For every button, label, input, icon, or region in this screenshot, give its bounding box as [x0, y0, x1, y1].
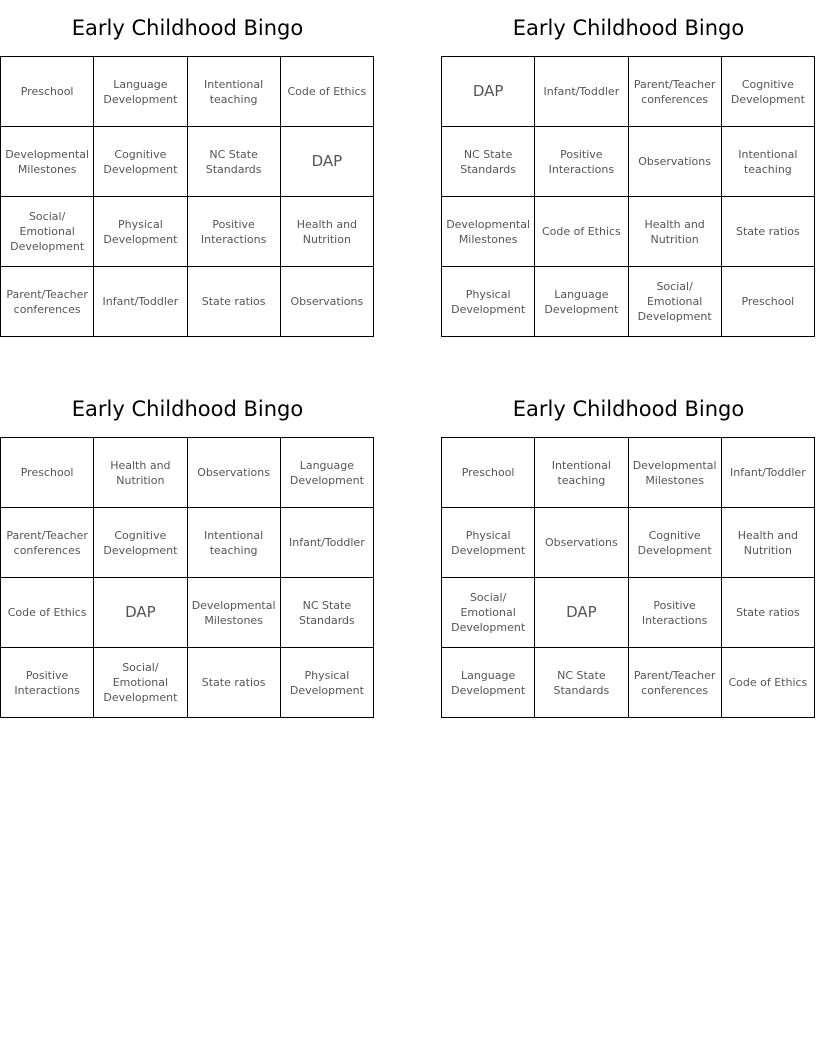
bingo-cell: Cognitive Development [629, 508, 722, 578]
bingo-cell: NC State Standards [188, 127, 281, 197]
bingo-cell: Positive Interactions [1, 648, 94, 718]
bingo-cell: Parent/Teacher conferences [629, 57, 722, 127]
bingo-cell: Developmental Milestones [442, 197, 535, 267]
bingo-cell: Code of Ethics [1, 578, 94, 648]
bingo-cell: Physical Development [442, 267, 535, 337]
bingo-cell: Language Development [442, 648, 535, 718]
bingo-cell: State ratios [722, 197, 815, 267]
bingo-cell: Preschool [442, 438, 535, 508]
bingo-card-1 [0, 0, 375, 337]
bingo-grid [441, 437, 815, 718]
bingo-cell: DAP [442, 57, 535, 127]
bingo-cell: DAP [281, 127, 374, 197]
bingo-cell: Health and Nutrition [629, 197, 722, 267]
bingo-cell: Physical Development [94, 197, 187, 267]
bingo-cell: Code of Ethics [722, 648, 815, 718]
bingo-cell: Parent/Teacher conferences [1, 508, 94, 578]
bingo-cell: Infant/Toddler [535, 57, 628, 127]
bingo-cell: Parent/Teacher conferences [1, 267, 94, 337]
bingo-grid [441, 56, 815, 337]
bingo-cell: Intentional teaching [722, 127, 815, 197]
bingo-cell: Observations [629, 127, 722, 197]
bingo-cell: Developmental Milestones [629, 438, 722, 508]
bingo-cell: Parent/Teacher conferences [629, 648, 722, 718]
bingo-cell: Health and Nutrition [281, 197, 374, 267]
bingo-cell: Observations [188, 438, 281, 508]
bingo-cell: Cognitive Development [722, 57, 815, 127]
bingo-cell: Positive Interactions [629, 578, 722, 648]
bingo-cell: Positive Interactions [535, 127, 628, 197]
bingo-cell: Infant/Toddler [722, 438, 815, 508]
bingo-cell: Social/ Emotional Development [442, 578, 535, 648]
bingo-cell: Social/ Emotional Development [94, 648, 187, 718]
bingo-cell: DAP [535, 578, 628, 648]
bingo-card-2 [441, 0, 816, 337]
bingo-cell: NC State Standards [442, 127, 535, 197]
bingo-cell: Code of Ethics [281, 57, 374, 127]
bingo-cell: Developmental Milestones [188, 578, 281, 648]
bingo-cell: Health and Nutrition [94, 438, 187, 508]
bingo-cell: State ratios [188, 648, 281, 718]
bingo-cell: Positive Interactions [188, 197, 281, 267]
bingo-cell: Social/ Emotional Development [1, 197, 94, 267]
bingo-cell: NC State Standards [535, 648, 628, 718]
bingo-cell: Language Development [94, 57, 187, 127]
bingo-cell: Intentional teaching [188, 57, 281, 127]
bingo-cell: Language Development [281, 438, 374, 508]
bingo-cell: Health and Nutrition [722, 508, 815, 578]
bingo-grid [0, 56, 374, 337]
card-title: Early Childhood Bingo [71, 16, 304, 40]
bingo-cell: State ratios [188, 267, 281, 337]
bingo-cell: Infant/Toddler [281, 508, 374, 578]
bingo-grid [0, 437, 374, 718]
card-title: Early Childhood Bingo [512, 16, 745, 40]
bingo-cell: DAP [94, 578, 187, 648]
bingo-cell: Observations [281, 267, 374, 337]
bingo-cell: Preschool [1, 438, 94, 508]
bingo-cell: Intentional teaching [188, 508, 281, 578]
bingo-cell: Infant/Toddler [94, 267, 187, 337]
bingo-cell: Language Development [535, 267, 628, 337]
bingo-cell: Code of Ethics [535, 197, 628, 267]
bingo-cell: Preschool [722, 267, 815, 337]
bingo-cell: Social/ Emotional Development [629, 267, 722, 337]
card-title: Early Childhood Bingo [71, 397, 304, 421]
bingo-cell: Physical Development [281, 648, 374, 718]
bingo-cell: Cognitive Development [94, 127, 187, 197]
bingo-cell: State ratios [722, 578, 815, 648]
bingo-cell: Developmental Milestones [1, 127, 94, 197]
bingo-cell: Cognitive Development [94, 508, 187, 578]
bingo-cell: Preschool [1, 57, 94, 127]
bingo-card-3 [0, 381, 375, 718]
bingo-cell: NC State Standards [281, 578, 374, 648]
bingo-cell: Intentional teaching [535, 438, 628, 508]
bingo-cell: Physical Development [442, 508, 535, 578]
bingo-cell: Observations [535, 508, 628, 578]
card-title: Early Childhood Bingo [512, 397, 745, 421]
bingo-card-4 [441, 381, 816, 718]
